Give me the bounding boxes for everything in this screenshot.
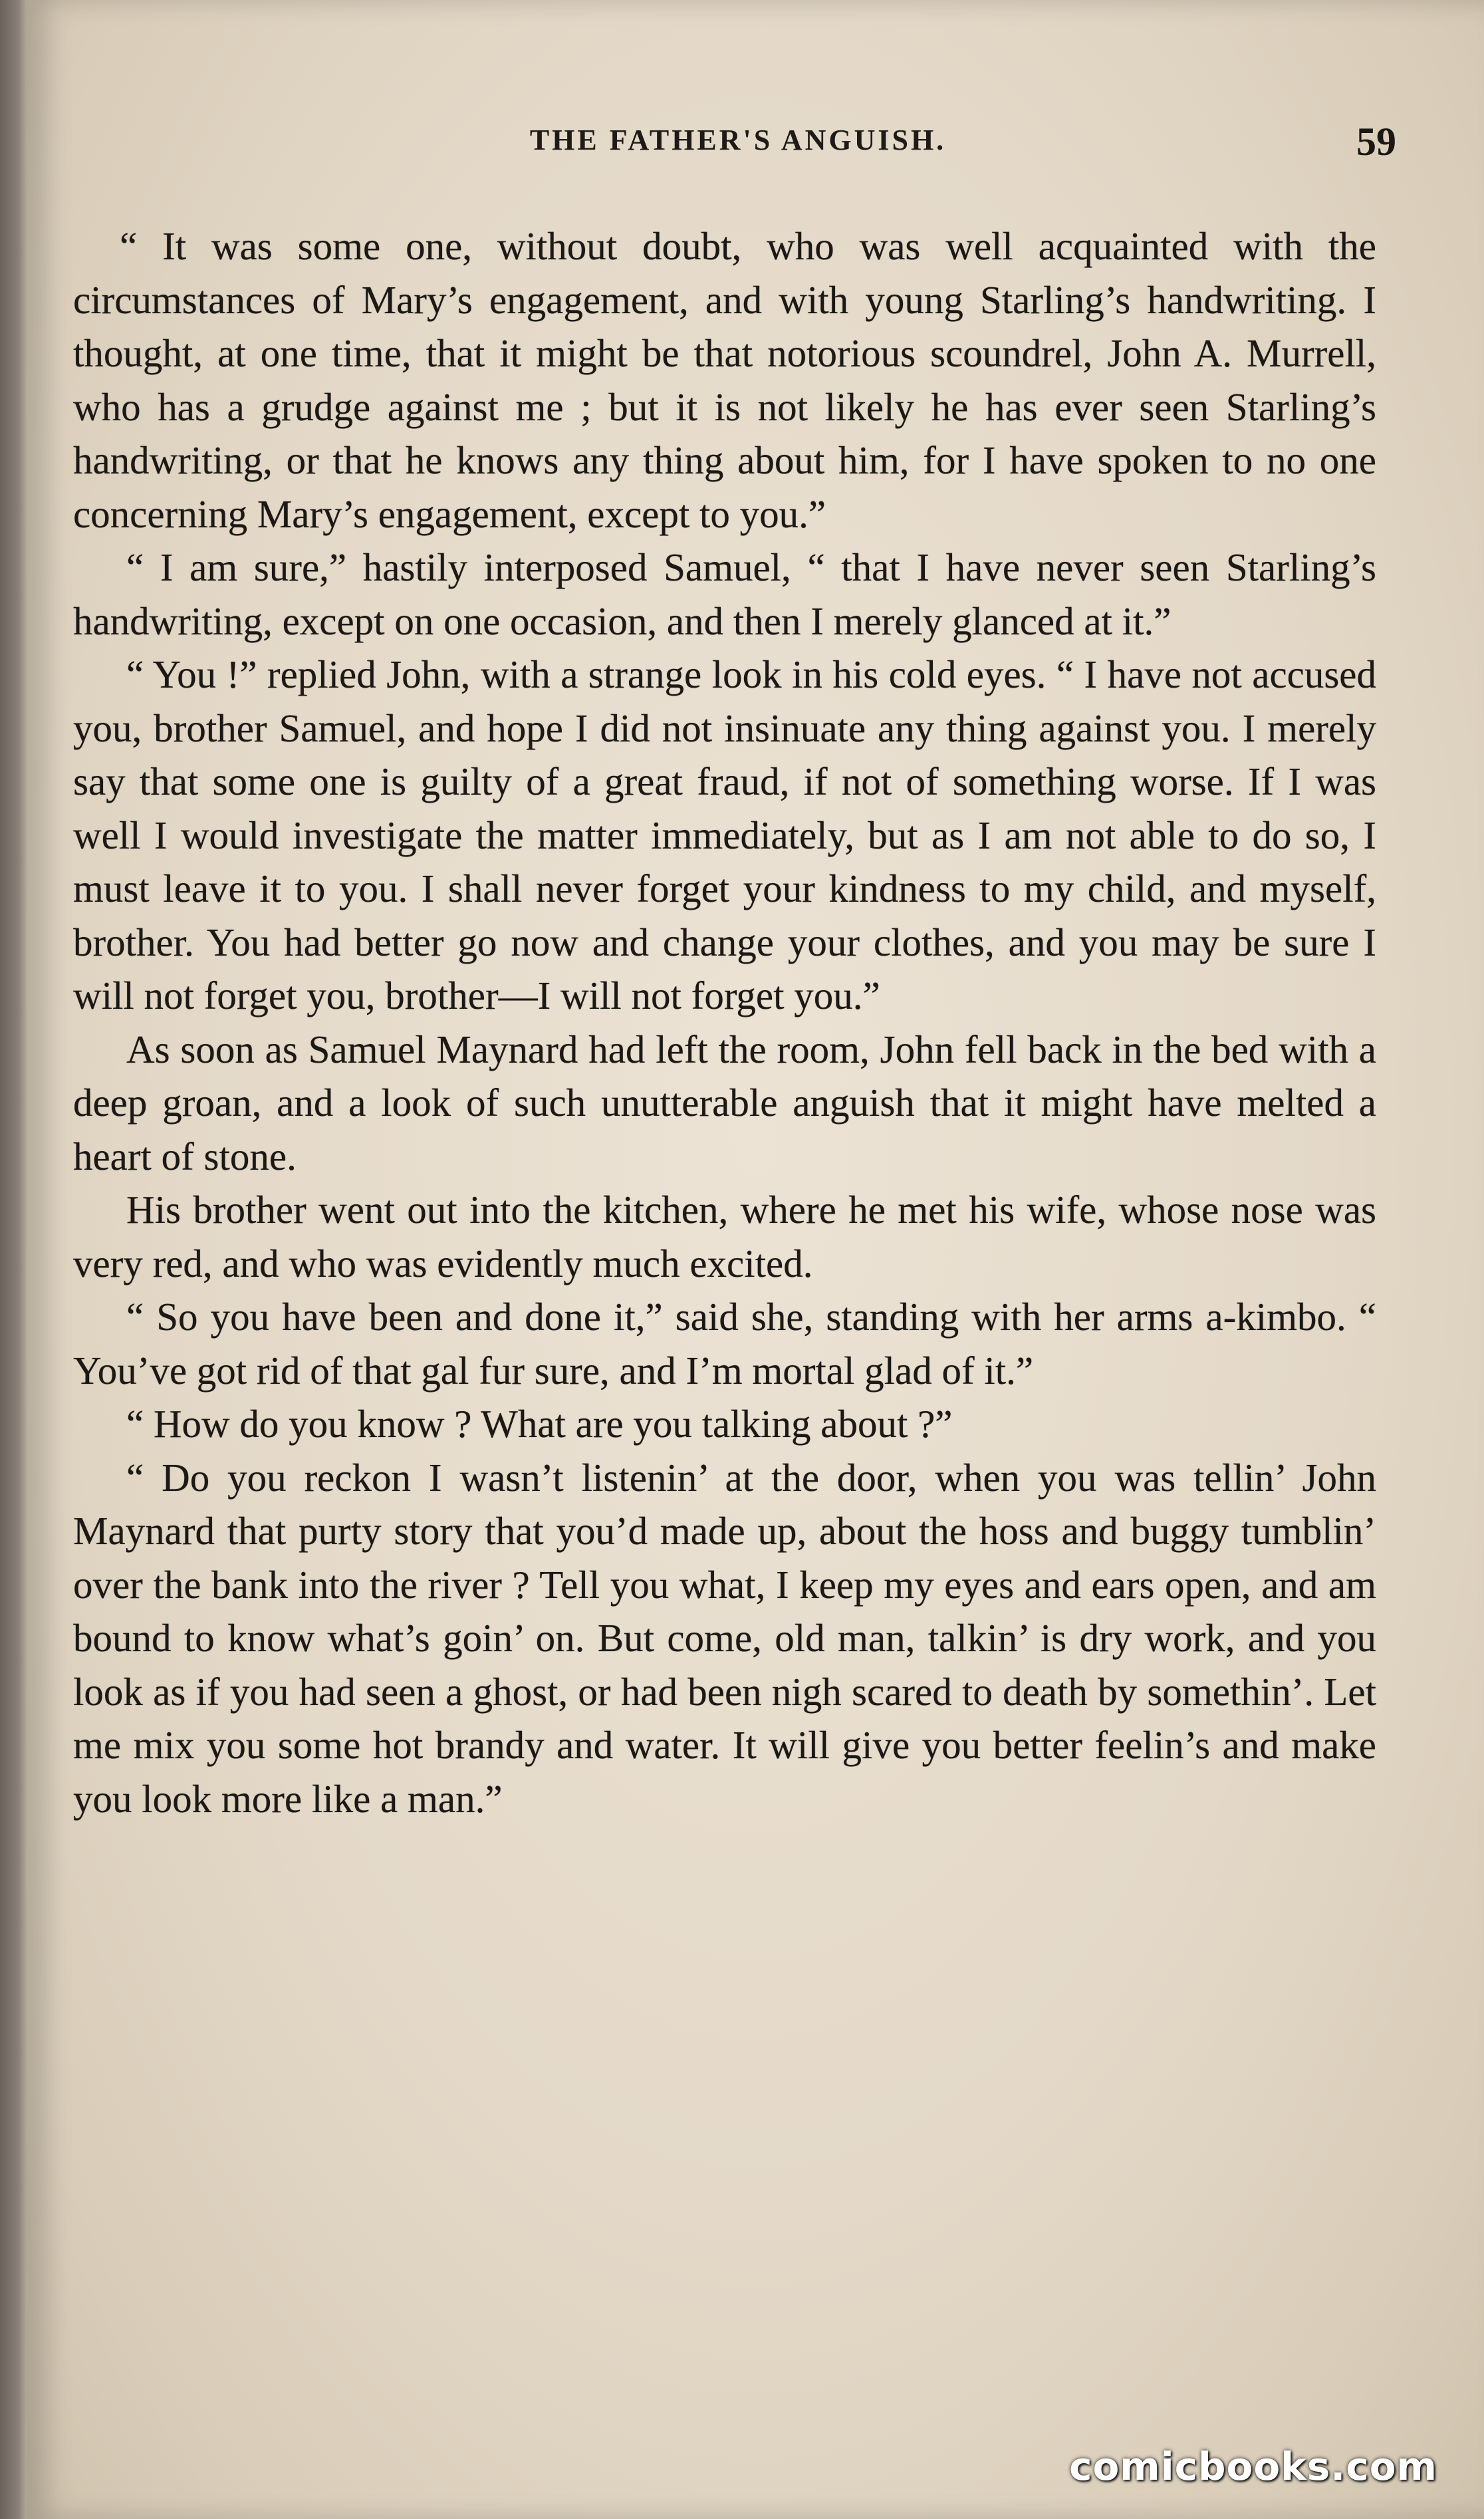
chapter-title: THE FATHER'S ANGUISH. bbox=[529, 124, 947, 156]
paragraph: His brother went out into the kitchen, where he met his wife, whose nose was very red, and who was evidently much excited. bbox=[73, 1188, 1376, 1285]
body-text bbox=[73, 219, 1376, 1825]
paragraph: As soon as Samuel Maynard had left the room, John fell back in the bed with a deep groan, and a look of such unutterable anguish that it might have melted a heart of stone. bbox=[73, 1027, 1376, 1178]
page-number: 59 bbox=[1356, 120, 1396, 164]
paragraph: “ So you have been and done it,” said she, standing with her arms a-kimbo. “ You’ve got rid of that gal fur sure, and I’m mortal glad of it.” bbox=[73, 1295, 1376, 1392]
paragraph: “ How do you know ? What are you talking about ?” bbox=[126, 1402, 953, 1446]
paragraph: “ You !” replied John, with a strange look in his cold eyes. “ I have not accused you, brother Samuel, and hope I did not insinuate any thing against you. I merely say that some one is guilty of a great fraud, if not of something worse. If I was well I would investigate the matter immediately, but as I am not able to do so, I must leave it to you. I shall never forget your kindness to my child, and myself, brother. You had better go now and change your clothes, and you may be sure I will not forget you, brother—I will not forget you.” bbox=[73, 652, 1376, 1017]
paragraph: “ It was some one, without doubt, who was well acquainted with the circumstances of Mary’s engagement, and with young Starling’s handwriting. I thought, at one time, that it might be that notorious scoundrel, John A. Murrell, who has a grudge against me ; but it is not likely he has ever seen Starling’s handwriting, or that he knows any thing about him, for I have spoken to no one concerning Mary’s engagement, except to you.” bbox=[73, 224, 1376, 536]
book-page bbox=[27, 0, 1484, 2519]
paragraph: “ I am sure,” hastily interposed Samuel, “ that I have never seen Starling’s handwriting, except on one occasion, and then I merely glanced at it.” bbox=[73, 545, 1376, 643]
paragraph: “ Do you reckon I wasn’t listenin’ at the door, when you was tellin’ John Maynard that purty story that you’d made up, about the hoss and buggy tumblin’ over the bank into the river ? Tell you what, I keep my eyes and ears open, and am bound to know what’s goin’ on. But come, old man, talkin’ is dry work, and you look as if you had seen a ghost, or had been nigh scared to death by somethin’. Let me mix you some hot brandy and water. It will give you better feelin’s and make you look more like a man.” bbox=[73, 1455, 1376, 1821]
page-gutter-shadow bbox=[0, 0, 27, 2519]
running-head bbox=[66, 120, 1410, 170]
site-watermark: comicbooks.com bbox=[1069, 2444, 1437, 2489]
